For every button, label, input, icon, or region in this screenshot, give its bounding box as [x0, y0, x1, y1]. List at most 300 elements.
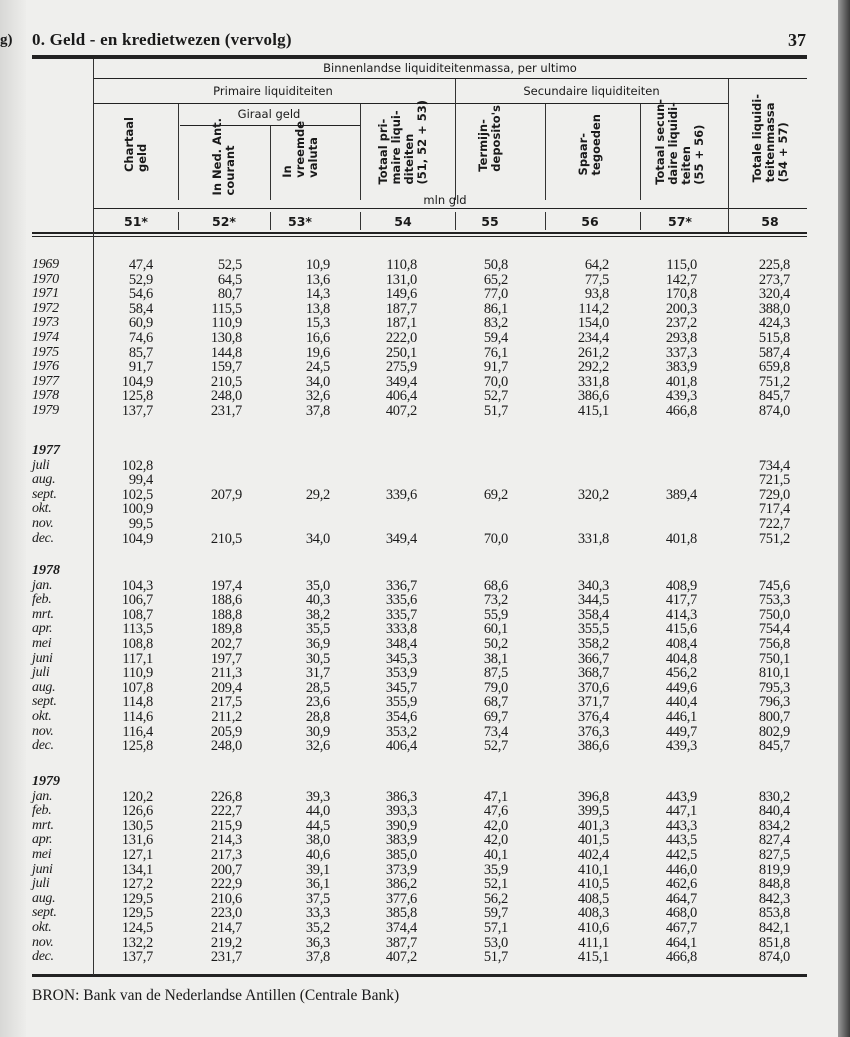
table-cell: 446,1	[665, 709, 697, 725]
header-rule-1	[93, 78, 807, 79]
table-cell: 38,0	[305, 832, 330, 849]
table-cell: 222,0	[385, 330, 417, 346]
table-cell: 214,3	[210, 832, 242, 849]
column-header: In vreemde valuta	[279, 121, 320, 178]
col-divider	[545, 104, 546, 200]
table-cell: 197,7	[210, 650, 242, 667]
row-label: nov.	[32, 723, 54, 739]
table-cell: 834,2	[758, 817, 790, 834]
row-label: 1974	[32, 330, 59, 345]
table-cell: 385,8	[385, 905, 417, 922]
row-label: 1971	[32, 286, 59, 302]
table-cell: 44,5	[305, 817, 330, 834]
table-cell: 159,7	[210, 359, 242, 376]
table-cell: 200,3	[665, 300, 697, 317]
table-cell: 110,9	[211, 315, 242, 332]
table-cell: 93,8	[584, 286, 609, 303]
row-label: dec.	[32, 530, 54, 546]
table-cell: 466,8	[665, 403, 697, 419]
table-cell: 355,9	[385, 694, 417, 711]
table-cell: 401,3	[577, 817, 609, 834]
table-cell: 456,2	[665, 665, 697, 682]
table-cell: 114,2	[578, 300, 609, 317]
colno-divider	[545, 212, 546, 230]
table-cell: 37,8	[305, 403, 330, 419]
table-cell: 383,9	[665, 359, 697, 376]
table-cell: 38,2	[305, 606, 330, 623]
table-cell: 114,6	[122, 709, 153, 725]
top-rule	[32, 55, 807, 59]
table-cell: 386,3	[385, 788, 417, 805]
column-number: 54	[394, 214, 412, 229]
table-cell: 126,6	[121, 803, 153, 820]
table-cell: 16,6	[305, 330, 330, 346]
table-cell: 31,7	[305, 665, 330, 682]
row-label: 1978	[32, 388, 59, 404]
table-cell: 874,0	[758, 949, 790, 966]
table-cell: 800,7	[758, 709, 790, 725]
table-cell: 202,7	[210, 636, 242, 652]
table-cell: 116,4	[122, 723, 153, 740]
table-cell: 87,5	[483, 665, 508, 682]
table-cell: 231,7	[210, 949, 242, 966]
table-cell: 68,7	[483, 694, 508, 711]
table-cell: 23,6	[305, 694, 330, 711]
table-cell: 410,5	[577, 876, 609, 893]
table-cell: 52,5	[217, 257, 242, 273]
table-cell: 515,8	[758, 330, 790, 346]
table-cell: 68,6	[483, 577, 508, 594]
table-cell: 108,7	[121, 606, 153, 623]
table-cell: 211,3	[211, 665, 242, 682]
table-cell: 443,9	[665, 788, 697, 805]
table-cell: 275,9	[385, 359, 417, 376]
table-cell: 468,0	[665, 905, 697, 922]
row-label: apr.	[32, 621, 53, 637]
table-cell: 129,5	[121, 890, 153, 907]
table-cell: 35,9	[483, 861, 508, 878]
table-cell: 349,4	[385, 373, 417, 390]
table-cell: 52,7	[483, 388, 508, 405]
table-cell: 273,7	[758, 271, 790, 288]
row-label: aug.	[32, 679, 56, 695]
table-cell: 407,2	[385, 949, 417, 966]
row-label: okt.	[32, 920, 52, 935]
table-cell: 99,5	[128, 516, 153, 532]
table-cell: 802,9	[758, 723, 790, 740]
table-cell: 125,8	[121, 738, 153, 755]
column-header: Termijn- deposito's	[476, 105, 503, 172]
table-cell: 134,1	[121, 861, 153, 878]
table-cell: 15,3	[305, 315, 330, 332]
table-cell: 222,9	[210, 876, 242, 893]
table-cell: 417,7	[665, 592, 697, 609]
table-cell: 734,4	[758, 457, 790, 474]
col-divider	[360, 104, 361, 200]
table-cell: 39,3	[305, 788, 330, 805]
row-label: apr.	[32, 832, 53, 848]
table-cell: 32,6	[305, 738, 330, 755]
source-note: BRON: Bank van de Nederlandse Antillen (Centrale Bank)	[32, 987, 400, 1004]
col-divider	[728, 79, 729, 232]
row-label: 1976	[32, 359, 59, 375]
table-cell: 60,1	[483, 621, 508, 638]
table-cell: 751,2	[758, 373, 790, 390]
row-label: 1977	[32, 373, 59, 389]
table-cell: 335,7	[385, 606, 417, 623]
table-cell: 19,6	[305, 344, 330, 361]
table-cell: 106,7	[121, 592, 153, 609]
column-number: 53*	[288, 214, 312, 229]
column-header: Chartaal geld	[122, 116, 149, 172]
table-cell: 38,1	[483, 650, 508, 667]
table-cell: 73,2	[483, 592, 508, 609]
table-cell: 261,2	[577, 344, 609, 361]
row-label: okt.	[32, 709, 52, 724]
row-label: sept.	[32, 486, 57, 502]
table-cell: 207,9	[210, 486, 242, 503]
table-cell: 102,5	[121, 486, 153, 503]
table-cell: 443,5	[665, 832, 697, 849]
table-cell: 222,7	[210, 803, 242, 820]
table-cell: 29,2	[305, 486, 330, 503]
table-cell: 729,0	[758, 486, 790, 503]
table-cell: 132,2	[121, 934, 153, 951]
table-cell: 331,8	[577, 530, 609, 547]
table-cell: 440,4	[665, 694, 697, 711]
table-cell: 345,3	[385, 650, 417, 667]
table-cell: 383,9	[385, 832, 417, 849]
table-cell: 59,4	[483, 330, 508, 346]
table-cell: 722,7	[758, 516, 790, 532]
table-cell: 144,8	[210, 344, 242, 361]
table-cell: 248,0	[210, 738, 242, 755]
table-cell: 91,7	[483, 359, 508, 376]
table-cell: 74,6	[128, 330, 153, 346]
table-cell: 449,7	[665, 723, 697, 740]
table-cell: 248,0	[210, 388, 242, 405]
table-cell: 414,3	[665, 606, 697, 623]
table-cell: 402,4	[577, 847, 609, 863]
bottom-rule	[32, 974, 807, 977]
table-cell: 358,2	[577, 636, 609, 652]
table-cell: 408,5	[577, 890, 609, 907]
table-cell: 293,8	[665, 330, 697, 346]
table-cell: 374,4	[385, 920, 417, 936]
table-cell: 659,8	[758, 359, 790, 376]
header-double-rule-a	[32, 232, 807, 234]
column-number: 58	[761, 214, 779, 229]
table-cell: 396,8	[577, 788, 609, 805]
table-cell: 104,9	[121, 373, 153, 390]
table-cell: 388,0	[758, 300, 790, 317]
table-cell: 39,1	[305, 861, 330, 878]
row-label: 1979	[32, 403, 59, 418]
table-cell: 117,1	[122, 650, 153, 667]
table-cell: 30,9	[305, 723, 330, 740]
table-cell: 124,5	[121, 920, 153, 936]
row-label: sept.	[32, 694, 57, 710]
table-cell: 85,7	[128, 344, 153, 361]
table-cell: 339,6	[385, 486, 417, 503]
table-cell: 851,8	[758, 934, 790, 951]
row-label: 1975	[32, 344, 59, 360]
table-cell: 358,4	[577, 606, 609, 623]
row-label: feb.	[32, 592, 52, 608]
table-cell: 344,5	[577, 592, 609, 609]
table-cell: 750,0	[758, 606, 790, 623]
table-cell: 35,0	[305, 577, 330, 594]
table-cell: 225,8	[758, 257, 790, 273]
table-cell: 411,1	[578, 934, 609, 951]
table-cell: 211,2	[211, 709, 242, 725]
table-cell: 51,7	[483, 403, 508, 419]
table-cell: 80,7	[217, 286, 242, 303]
table-cell: 443,3	[665, 817, 697, 834]
row-label: mrt.	[32, 606, 54, 622]
table-cell: 70,0	[483, 373, 508, 390]
page-binding-edge	[838, 0, 850, 1037]
row-label: 1970	[32, 271, 59, 287]
table-cell: 250,1	[385, 344, 417, 361]
table-cell: 36,3	[305, 934, 330, 951]
table-cell: 424,3	[758, 315, 790, 332]
table-cell: 587,4	[758, 344, 790, 361]
previous-page-edge	[0, 0, 26, 1037]
column-number: 51*	[124, 214, 148, 229]
row-label: jan.	[32, 788, 53, 804]
table-cell: 51,7	[483, 949, 508, 966]
table-cell: 100,9	[121, 501, 153, 518]
table-cell: 371,7	[577, 694, 609, 711]
table-cell: 796,3	[758, 694, 790, 711]
table-cell: 113,5	[122, 621, 153, 638]
table-cell: 50,8	[483, 257, 508, 273]
row-label: mei	[32, 847, 52, 862]
row-label: mei	[32, 636, 52, 651]
table-cell: 64,5	[217, 271, 242, 288]
table-cell: 130,5	[121, 817, 153, 834]
table-cell: 753,3	[758, 592, 790, 609]
table-cell: 467,7	[665, 920, 697, 936]
table-cell: 386,6	[577, 738, 609, 755]
row-label: okt.	[32, 501, 52, 517]
table-cell: 366,7	[577, 650, 609, 667]
table-cell: 52,7	[483, 738, 508, 755]
row-label: jan.	[32, 577, 53, 593]
table-cell: 205,9	[210, 723, 242, 740]
header-binnenlandse: Binnenlandse liquiditeitenmassa, per ultimo	[323, 61, 577, 75]
table-cell: 442,5	[665, 847, 697, 863]
table-cell: 377,6	[385, 890, 417, 907]
table-cell: 40,3	[305, 592, 330, 609]
page-number: 37	[788, 30, 806, 50]
table-cell: 77,0	[483, 286, 508, 303]
colno-divider	[360, 212, 361, 230]
table-cell: 446,0	[665, 861, 697, 878]
table-cell: 187,7	[385, 300, 417, 317]
table-cell: 237,2	[665, 315, 697, 332]
table-cell: 721,5	[758, 472, 790, 489]
table-cell: 234,4	[577, 330, 609, 346]
table-cell: 115,0	[666, 257, 697, 273]
table-cell: 410,1	[577, 861, 609, 878]
row-label: mrt.	[32, 817, 54, 833]
table-cell: 415,6	[665, 621, 697, 638]
table-cell: 129,5	[121, 905, 153, 922]
table-cell: 370,6	[577, 679, 609, 696]
table-cell: 76,1	[483, 344, 508, 361]
table-cell: 355,5	[577, 621, 609, 638]
column-header: In Ned. Ant. courant	[210, 117, 237, 195]
column-header: Totaal secun- daire liquidi- teiten (55 + 56)	[653, 99, 706, 185]
col-divider	[270, 126, 271, 200]
table-cell: 845,7	[758, 388, 790, 405]
table-cell: 188,6	[210, 592, 242, 609]
table-cell: 376,4	[577, 709, 609, 725]
row-label: 1973	[32, 315, 59, 331]
table-cell: 340,3	[577, 577, 609, 594]
table-cell: 447,1	[665, 803, 697, 820]
table-cell: 79,0	[483, 679, 508, 696]
table-cell: 408,3	[577, 905, 609, 922]
colno-divider	[178, 212, 179, 230]
table-cell: 819,9	[758, 861, 790, 878]
table-cell: 37,5	[305, 890, 330, 907]
table-cell: 415,1	[577, 403, 609, 419]
table-cell: 127,2	[121, 876, 153, 893]
table-cell: 77,5	[584, 271, 609, 288]
table-cell: 842,1	[758, 920, 790, 936]
column-number: 55	[481, 214, 499, 229]
table-cell: 751,2	[758, 530, 790, 547]
table-cell: 137,7	[121, 403, 153, 419]
row-label: juli	[32, 457, 50, 473]
table-cell: 404,8	[665, 650, 697, 667]
table-cell: 219,2	[210, 934, 242, 951]
table-cell: 125,8	[121, 388, 153, 405]
table-cell: 210,6	[210, 890, 242, 907]
table-cell: 217,5	[210, 694, 242, 711]
table-cell: 386,2	[385, 876, 417, 893]
table-cell: 385,0	[385, 847, 417, 863]
table-cell: 336,7	[385, 577, 417, 594]
table-cell: 750,1	[758, 650, 790, 667]
table-cell: 353,2	[385, 723, 417, 740]
row-label: dec.	[32, 949, 54, 965]
row-label: 1972	[32, 300, 59, 316]
table-cell: 853,8	[758, 905, 790, 922]
page-title: 0. Geld - en kredietwezen (vervolg)	[32, 30, 292, 49]
table-cell: 99,4	[128, 472, 153, 489]
table-cell: 70,0	[483, 530, 508, 547]
table-cell: 386,6	[577, 388, 609, 405]
colno-divider	[640, 212, 641, 230]
table-cell: 55,9	[483, 606, 508, 623]
table-cell: 223,0	[210, 905, 242, 922]
table-cell: 393,3	[385, 803, 417, 820]
table-cell: 110,9	[122, 665, 153, 682]
table-cell: 387,7	[385, 934, 417, 951]
table-cell: 69,7	[483, 709, 508, 725]
table-cell: 439,3	[665, 388, 697, 405]
table-cell: 226,8	[210, 788, 242, 805]
table-cell: 36,1	[305, 876, 330, 893]
table-cell: 464,1	[665, 934, 697, 951]
table-cell: 44,0	[305, 803, 330, 820]
table-cell: 54,6	[128, 286, 153, 303]
table-cell: 47,6	[483, 803, 508, 820]
row-label: nov.	[32, 516, 54, 531]
row-label: juni	[32, 861, 53, 877]
table-cell: 131,0	[385, 271, 417, 288]
table-cell: 142,7	[665, 271, 697, 288]
column-number: 57*	[668, 214, 692, 229]
table-cell: 406,4	[385, 738, 417, 755]
table-cell: 449,6	[665, 679, 697, 696]
table-cell: 406,4	[385, 388, 417, 405]
table-cell: 65,2	[483, 271, 508, 288]
table-cell: 331,8	[577, 373, 609, 390]
row-label: 1979	[32, 774, 60, 789]
table-cell: 127,1	[121, 847, 153, 863]
colno-divider	[455, 212, 456, 230]
row-label: sept.	[32, 905, 57, 921]
table-cell: 335,6	[385, 592, 417, 609]
column-header: Spaar- tegoeden	[576, 113, 603, 175]
table-cell: 214,7	[210, 920, 242, 936]
row-label: aug.	[32, 890, 56, 906]
table-cell: 415,1	[577, 949, 609, 966]
table-cell: 333,8	[385, 621, 417, 638]
table-cell: 37,8	[305, 949, 330, 966]
table-cell: 131,6	[121, 832, 153, 849]
table-cell: 827,5	[758, 847, 790, 863]
table-cell: 745,6	[758, 577, 790, 594]
table-cell: 345,7	[385, 679, 417, 696]
table-cell: 42,0	[483, 817, 508, 834]
table-cell: 390,9	[385, 817, 417, 834]
table-cell: 130,8	[210, 330, 242, 346]
table-cell: 104,9	[121, 530, 153, 547]
col-divider	[640, 104, 641, 200]
table-cell: 83,2	[483, 315, 508, 332]
table-cell: 320,4	[758, 286, 790, 303]
table-cell: 137,7	[121, 949, 153, 966]
table-cell: 13,8	[305, 300, 330, 317]
table-cell: 188,8	[210, 606, 242, 623]
table-cell: 231,7	[210, 403, 242, 419]
table-cell: 114,8	[122, 694, 153, 711]
table-cell: 840,4	[758, 803, 790, 820]
table-cell: 120,2	[121, 788, 153, 805]
table-cell: 848,8	[758, 876, 790, 893]
column-number: 52*	[212, 214, 236, 229]
table-cell: 32,6	[305, 388, 330, 405]
table-cell: 717,4	[758, 501, 790, 518]
table-cell: 40,1	[483, 847, 508, 863]
row-label: 1977	[32, 443, 60, 458]
table-cell: 28,5	[305, 679, 330, 696]
table-cell: 69,2	[483, 486, 508, 503]
table-cell: 408,9	[665, 577, 697, 594]
header-giraal: Giraal geld	[237, 107, 301, 121]
table-cell: 464,7	[665, 890, 697, 907]
table-cell: 215,9	[210, 817, 242, 834]
table-cell: 40,6	[305, 847, 330, 863]
table-cell: 104,3	[121, 577, 153, 594]
row-label: aug.	[32, 472, 56, 488]
